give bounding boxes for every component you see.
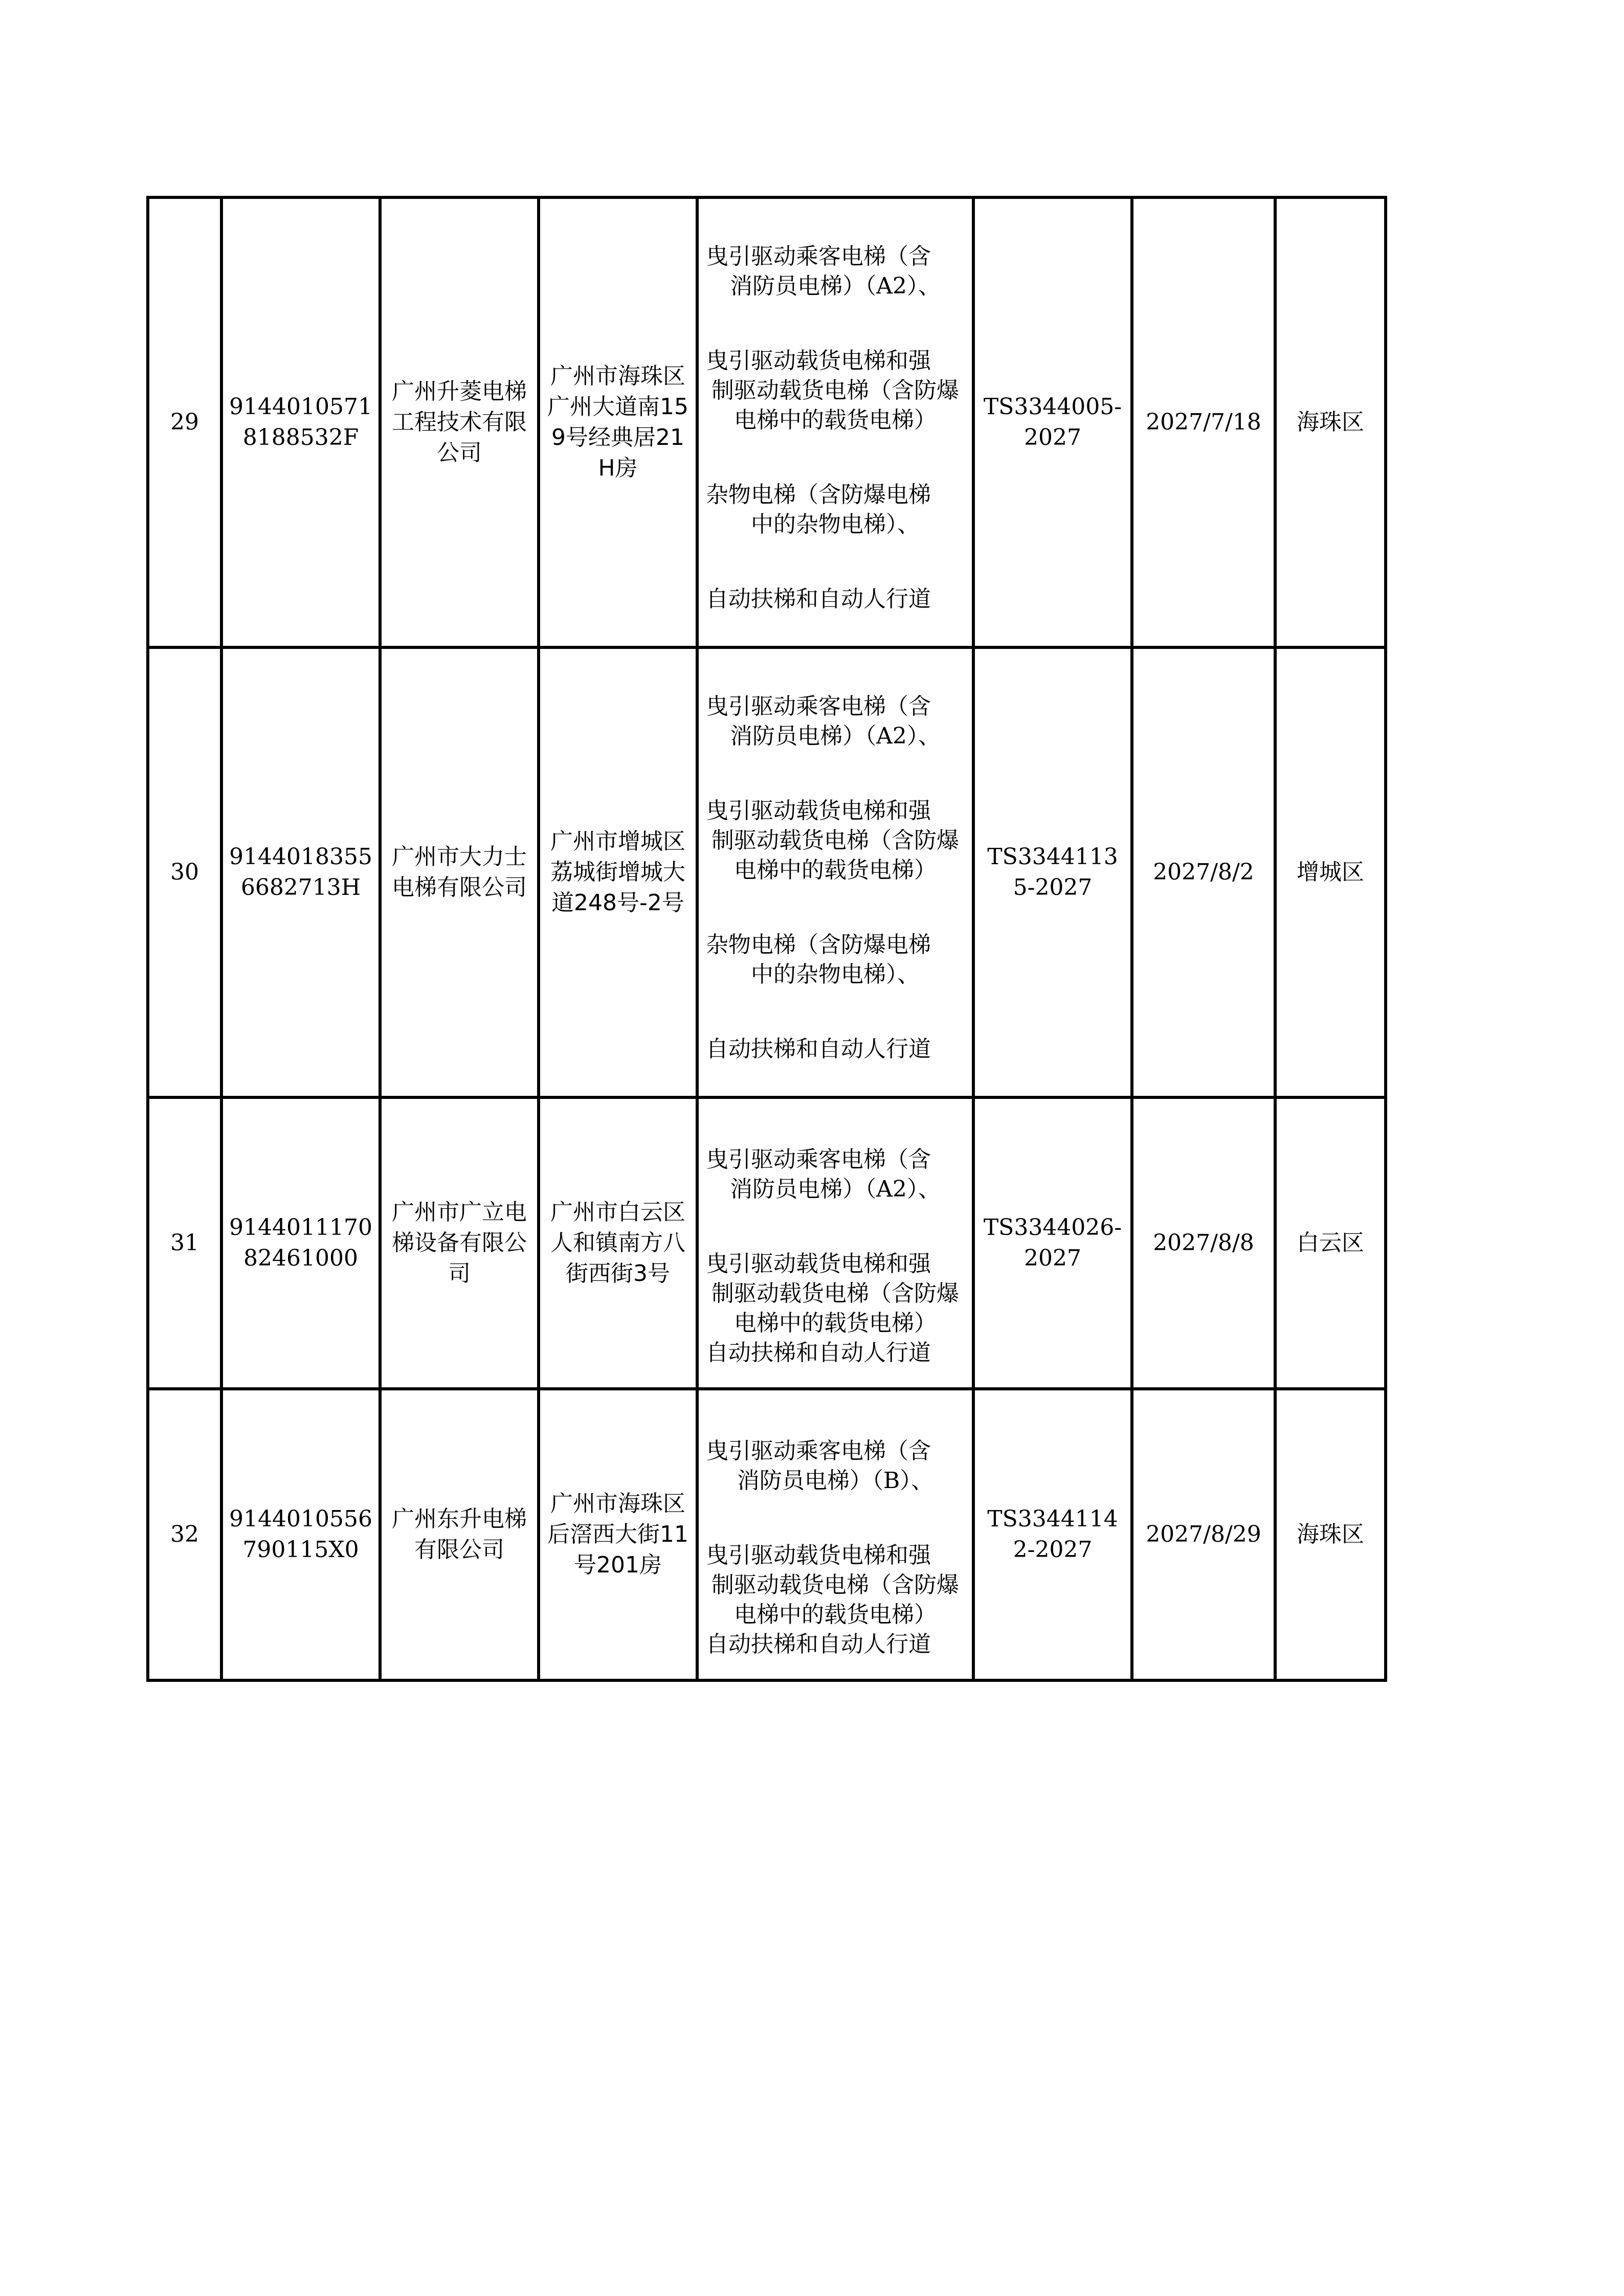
district: 海珠区: [1275, 1389, 1386, 1680]
table-row: [148, 1389, 1386, 1680]
scope-item: 自动扶梯和自动人行道: [706, 1631, 931, 1657]
scope-item: 杂物电梯（含防爆电梯 中的杂物电梯）、: [706, 932, 931, 987]
district: 白云区: [1275, 1097, 1386, 1389]
table-row: [148, 197, 1386, 647]
scope-item: 自动扶梯和自动人行道: [706, 586, 931, 612]
company-name: 广州市大力士电梯有限公司: [380, 647, 539, 1097]
company-name: 广州市广立电梯设备有限公司: [380, 1097, 539, 1389]
scope-item: 曳引驱动载货电梯和强 制驱动载货电梯（含防爆电梯中的载货电梯）: [706, 1542, 959, 1628]
scope-item: 曳引驱动乘客电梯（含 消防员电梯）（A2）、: [706, 243, 941, 299]
row-number: 30: [148, 647, 221, 1097]
company-address: 广州市白云区人和镇南方八 街西街3号: [539, 1097, 697, 1389]
credit-code: 9144010556790115X0: [221, 1389, 380, 1680]
license-number: TS3344026-2027: [973, 1097, 1132, 1389]
table-row: [148, 1097, 1386, 1389]
scope-item: 自动扶梯和自动人行道: [706, 1036, 931, 1062]
row-number: 29: [148, 197, 221, 647]
scope-item: 杂物电梯（含防爆电梯 中的杂物电梯）、: [706, 482, 931, 537]
license-scope: [697, 647, 973, 1097]
company-name: 广州东升电梯有限公司: [380, 1389, 539, 1680]
scope-item: 曳引驱动载货电梯和强 制驱动载货电梯（含防爆电梯中的载货电梯）: [706, 348, 959, 433]
license-number: TS33441142-2027: [973, 1389, 1132, 1680]
license-scope: [697, 1097, 973, 1389]
expiry-date: 2027/8/8: [1132, 1097, 1275, 1389]
credit-code: 91440105718188532F: [221, 197, 380, 647]
company-name: 广州升菱电梯工程技术有限公司: [380, 197, 539, 647]
scope-item: 曳引驱动乘客电梯（含 消防员电梯）（A2）、: [706, 1146, 941, 1202]
row-number: 31: [148, 1097, 221, 1389]
scope-item: 自动扶梯和自动人行道: [706, 1340, 931, 1366]
row-number: 32: [148, 1389, 221, 1680]
table-row: [148, 647, 1386, 1097]
district: 增城区: [1275, 647, 1386, 1097]
license-number: TS3344005-2027: [973, 197, 1132, 647]
company-address: 广州市海珠区后滘西大街11号201房: [539, 1389, 697, 1680]
company-address: 广州市增城区荔城街增城大道248号-2号: [539, 647, 697, 1097]
credit-code: 914401117082461000: [221, 1097, 380, 1389]
scope-item: 曳引驱动乘客电梯（含 消防员电梯）（A2）、: [706, 693, 941, 749]
license-scope: [697, 197, 973, 647]
scope-item: 曳引驱动乘客电梯（含 消防员电梯）（B）、: [706, 1438, 934, 1494]
district: 海珠区: [1275, 197, 1386, 647]
scope-item: 曳引驱动载货电梯和强 制驱动载货电梯（含防爆电梯中的载货电梯）: [706, 798, 959, 883]
license-scope: [697, 1389, 973, 1680]
expiry-date: 2027/8/2: [1132, 647, 1275, 1097]
company-address: 广州市海珠区广州大道南159号经典居21H房: [539, 197, 697, 647]
expiry-date: 2027/7/18: [1132, 197, 1275, 647]
license-table: [146, 196, 1387, 1682]
license-number: TS33441135-2027: [973, 647, 1132, 1097]
expiry-date: 2027/8/29: [1132, 1389, 1275, 1680]
credit-code: 91440183556682713H: [221, 647, 380, 1097]
scope-item: 曳引驱动载货电梯和强 制驱动载货电梯（含防爆电梯中的载货电梯）: [706, 1251, 959, 1336]
